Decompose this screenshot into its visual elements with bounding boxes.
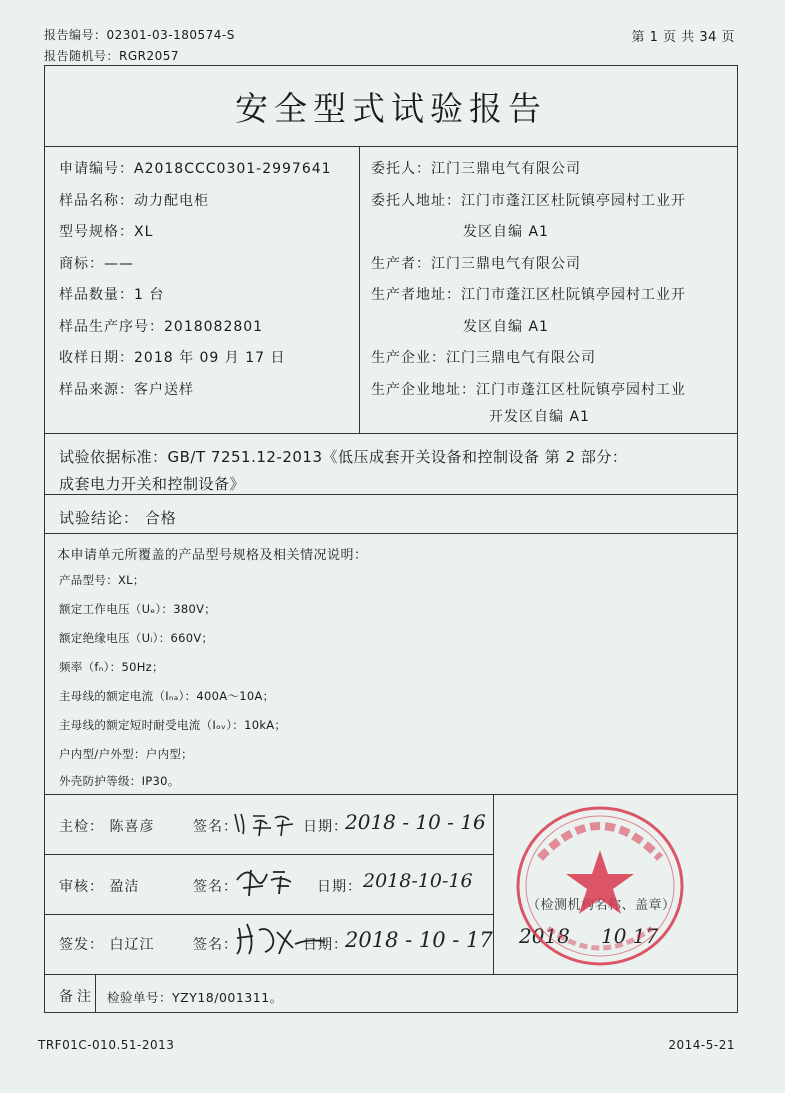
trademark: 商标：——: [59, 256, 134, 272]
divider: [45, 914, 493, 915]
inspector-signature-icon: [231, 806, 301, 838]
approver-date: 2018 - 10 - 17: [345, 928, 493, 952]
producer-address-cont: 发区自编 A1: [463, 319, 549, 335]
seal-caption: （检测机构名称、盖章）: [527, 898, 676, 913]
model-spec: 型号规格：XL: [59, 224, 154, 240]
test-standard-line1: 试验依据标准：GB/T 7251.12-2013《低压成套开关设备和控制设备 第 2 部分：: [59, 448, 628, 466]
remarks-text: 检验单号：YZY18/001311。: [107, 990, 283, 1005]
reviewer-sign-label: 签名：: [193, 879, 238, 895]
factory-name: 生产企业：江门三鼎电气有限公司: [371, 350, 596, 366]
inspector-date: 2018 - 10 - 16: [345, 810, 486, 834]
page-indicator: 第 1 页 共 34 页: [631, 30, 735, 45]
spec-item: 额定工作电压（Uₑ）：380V；: [59, 602, 217, 616]
client-name: 委托人：江门三鼎电气有限公司: [371, 161, 581, 177]
seal-date-year: 2018: [519, 924, 570, 948]
column-divider: [359, 146, 360, 433]
inspector-date-label: 日期：: [303, 819, 348, 835]
test-conclusion: 试验结论： 合格: [59, 509, 177, 527]
divider: [45, 854, 493, 855]
approver-name: 签发： 白辽江: [59, 937, 155, 953]
client-address-cont: 发区自编 A1: [463, 224, 549, 240]
report-random-number: 报告随机号：RGR2057: [44, 49, 180, 63]
divider: [45, 146, 737, 147]
divider: [45, 533, 737, 534]
sample-name: 样品名称：动力配电柜: [59, 193, 209, 209]
sample-serial: 样品生产序号：2018082801: [59, 319, 264, 335]
inspection-seal-icon: [500, 798, 700, 978]
column-divider: [493, 794, 494, 974]
spec-item: 主母线的额定短时耐受电流（Iₒᵥ）：10kA；: [59, 718, 287, 732]
divider: [45, 794, 737, 795]
sample-source: 样品来源：客户送样: [59, 382, 194, 398]
form-code: TRF01C-010.51-2013: [38, 1038, 175, 1052]
inspector-name: 主检： 陈喜彦: [59, 819, 155, 835]
divider: [45, 433, 737, 434]
spec-item: 户内型/户外型：户内型；: [59, 747, 193, 761]
test-standard: [59, 444, 729, 498]
spec-item: 产品型号：XL；: [59, 573, 145, 587]
reviewer-date: 2018-10-16: [363, 870, 473, 892]
receipt-date: 收样日期：2018 年 09 月 17 日: [59, 350, 286, 366]
report-number: 报告编号：02301-03-180574-S: [44, 28, 235, 42]
spec-item: 外壳防护等级：IP30。: [59, 774, 180, 788]
sample-quantity: 样品数量：1 台: [59, 287, 165, 303]
seal-date-month-day: 10 17: [601, 924, 659, 948]
reviewer-signature-icon: [233, 862, 303, 898]
report-title: 安全型式试验报告: [235, 88, 547, 128]
spec-item: 频率（fₙ）：50Hz；: [59, 660, 164, 674]
test-standard-line2: 成套电力开关和控制设备》: [59, 475, 246, 493]
spec-item: 额定绝缘电压（Uᵢ）：660V；: [59, 631, 214, 645]
reviewer-name: 审核： 盈洁: [59, 879, 140, 895]
producer-name: 生产者：江门三鼎电气有限公司: [371, 256, 581, 272]
reviewer-date-label: 日期：: [317, 879, 362, 895]
factory-address: 生产企业地址：江门市蓬江区杜阮镇亭园村工业: [371, 382, 686, 398]
inspector-sign-label: 签名：: [193, 819, 238, 835]
form-date: 2014-5-21: [668, 1038, 735, 1052]
producer-address: 生产者地址：江门市蓬江区杜阮镇亭园村工业开: [371, 287, 686, 303]
approver-date-label: 日期：: [303, 937, 348, 953]
column-divider: [95, 974, 96, 1012]
remarks-label: 备注: [59, 989, 95, 1005]
spec-item: 主母线的额定电流（Iₙₐ）：400A～10A；: [59, 689, 275, 703]
factory-address-cont: 开发区自编 A1: [489, 409, 590, 425]
coverage-description: 本申请单元所覆盖的产品型号规格及相关情况说明：: [57, 548, 368, 563]
approver-sign-label: 签名：: [193, 937, 238, 953]
application-number: 申请编号：A2018CCC0301-2997641: [59, 161, 332, 177]
client-address: 委托人地址：江门市蓬江区杜阮镇亭园村工业开: [371, 193, 686, 209]
